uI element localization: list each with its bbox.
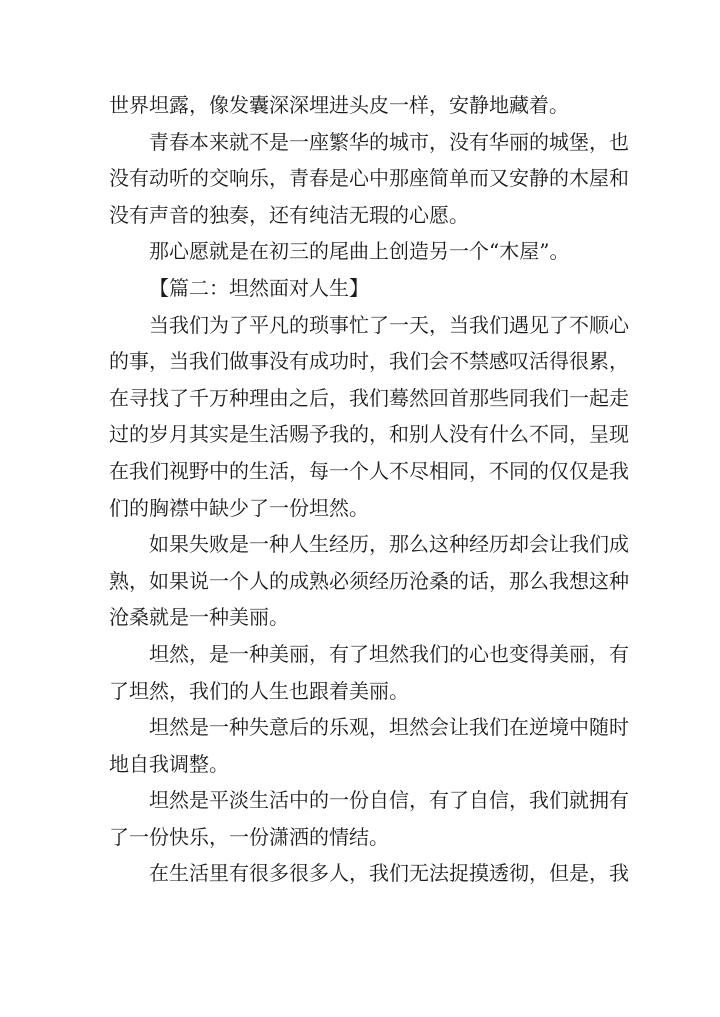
text-line: 在寻找了千万种理由之后，我们蓦然回首那些同我们一起走	[109, 385, 629, 410]
document-body	[109, 87, 629, 892]
paragraph-first-line: 在生活里有很多很多人，我们无法捉摸透彻，但是，我	[149, 861, 629, 886]
section-heading: 【篇二：坦然面对人生】	[149, 275, 369, 300]
paragraph-first-line: 坦然，是一种美丽，有了坦然我们的心也变得美丽，有	[149, 641, 629, 666]
text-line: 地自我调整。	[109, 751, 229, 776]
text-line: 没有声音的独奏，还有纯洁无瑕的心愿。	[109, 202, 469, 227]
text-line: 了一份快乐，一份潇洒的情结。	[109, 824, 389, 849]
text-line: 的事，当我们做事没有成功时，我们会不禁感叹活得很累，	[109, 349, 629, 374]
paragraph-first-line: 坦然是一种失意后的乐观，坦然会让我们在逆境中随时	[149, 715, 629, 740]
text-line: 过的岁月其实是生活赐予我的，和别人没有什么不同，呈现	[109, 422, 629, 447]
text-line: 世界坦露，像发囊深深埋进头皮一样，安静地藏着。	[109, 93, 569, 117]
text-line: 们的胸襟中缺少了一份坦然。	[109, 495, 369, 520]
paragraph-first-line: 当我们为了平凡的琐事忙了一天，当我们遇见了不顺心	[149, 312, 629, 337]
text-line: 沧桑就是一种美丽。	[109, 605, 289, 630]
text-line: 了坦然，我们的人生也跟着美丽。	[109, 678, 409, 703]
paragraph-first-line: 坦然是平淡生活中的一份自信，有了自信，我们就拥有	[149, 788, 629, 813]
paragraph-first-line: 如果失败是一种人生经历，那么这种经历却会让我们成	[149, 532, 629, 557]
text-line: 熟，如果说一个人的成熟必须经历沧桑的话，那么我想这种	[109, 568, 629, 593]
paragraph-first-line: 那心愿就是在初三的尾曲上创造另一个“木屋”。	[149, 239, 570, 264]
paragraph-first-line: 青春本来就不是一座繁华的城市，没有华丽的城堡，也	[149, 129, 629, 154]
text-line: 在我们视野中的生活，每一个人不尽相同，不同的仅仅是我	[109, 458, 629, 483]
text-line: 没有动听的交响乐，青春是心中那座简单而又安静的木屋和	[109, 166, 629, 191]
